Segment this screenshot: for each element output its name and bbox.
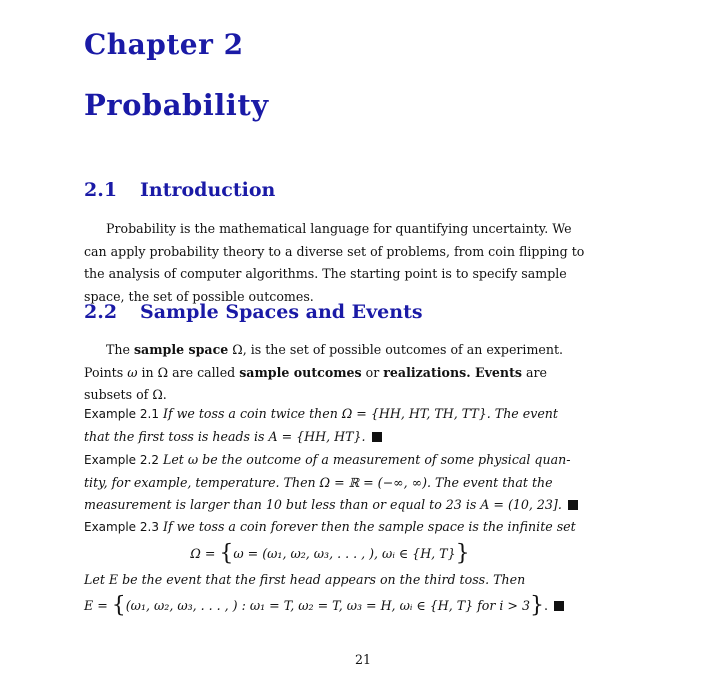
example-2-2	[84, 449, 576, 517]
example-label: Example 2.3	[84, 520, 159, 534]
section-title: Introduction	[140, 179, 276, 201]
example-2-1	[84, 403, 576, 448]
term-realizations: realizations.	[383, 364, 471, 380]
text-line	[84, 339, 572, 362]
text-line: can apply probability theory to a diverse set of problems, from coin flipping to	[84, 243, 585, 259]
text-run: Ω, is the set of possible outcomes of an experiment.	[228, 342, 564, 357]
section-number: 2.1	[84, 179, 118, 201]
equation-body: (ω₁, ω₂, ω₃, . . . , ) : ω₁ = T, ω₂ = T, ω₃ = H, ωᵢ ∈ {H, T} for i > 3	[125, 598, 530, 614]
text-line	[84, 494, 576, 517]
page-number: 21	[354, 652, 372, 667]
equation-event-e: E = {(ω₁, ω₂, ω₃, . . . , ) : ω₁ = T, ω₂ = T, ω₃ = H, ωᵢ ∈ {H, T} for i > 3}.	[84, 591, 576, 621]
text-line: Let E be the event that the first head appears on the third toss. Then	[84, 571, 526, 587]
text-run: are	[521, 364, 547, 380]
text-run: or	[361, 364, 384, 380]
text-line	[84, 449, 576, 472]
qed-square-icon	[554, 601, 564, 611]
intro-paragraph	[84, 218, 585, 309]
example-label: Example 2.2	[84, 453, 159, 467]
section-number: 2.2	[84, 301, 118, 323]
math-omega: ω	[127, 364, 138, 380]
right-brace-icon: }	[455, 540, 470, 566]
term-events: Events	[470, 364, 522, 380]
text-run: If we toss a coin forever then the sample space is the infinite set	[162, 519, 576, 534]
chapter-title: Probability	[84, 88, 269, 122]
equation-lhs: E =	[84, 598, 112, 614]
text-line	[84, 516, 576, 539]
text-line: subsets of Ω.	[84, 387, 167, 403]
text-run: that the first toss is heads is A = {HH, HT}.	[84, 428, 366, 444]
text-line	[84, 403, 576, 426]
text-line: the analysis of computer algorithms. The starting point is to specify sample	[84, 266, 567, 282]
text-line	[84, 362, 572, 385]
equation-body: ω = (ω₁, ω₂, ω₃, . . . , ), ωᵢ ∈ {H, T}	[233, 545, 456, 561]
text-run: measurement is larger than 10 but less than or equal to 23 is A = (10, 23].	[84, 497, 562, 513]
example-2-3	[84, 516, 576, 621]
example-label: Example 2.1	[84, 407, 159, 421]
qed-square-icon	[568, 500, 578, 510]
qed-square-icon	[372, 432, 382, 442]
section-title: Sample Spaces and Events	[140, 301, 423, 323]
text-line: Probability is the mathematical language for quantifying uncertainty. We	[106, 221, 572, 236]
text-line: space, the set of possible outcomes.	[84, 289, 314, 305]
text-run: The	[106, 342, 134, 357]
equation-lhs: Ω =	[190, 545, 220, 561]
text-line: tity, for example, temperature. Then Ω = ℝ = (−∞, ∞). The event that the	[84, 474, 553, 490]
right-brace-icon: }	[529, 593, 544, 619]
term-sample-outcomes: sample outcomes	[239, 364, 362, 380]
left-brace-icon: {	[219, 540, 234, 566]
section-heading-introduction	[84, 179, 275, 201]
text-run: in Ω are called	[137, 364, 240, 380]
equation-sample-space	[84, 539, 576, 569]
text-run: Points	[84, 364, 128, 380]
text-run: If we toss a coin twice then Ω = {HH, HT, TH, TT}. The event	[162, 406, 558, 421]
section-heading-sample-spaces	[84, 301, 423, 323]
sample-space-paragraph	[84, 339, 572, 407]
text-run: Let ω be the outcome of a measurement of some physical quan-	[162, 452, 571, 467]
term-sample-space: sample space	[133, 342, 229, 357]
text-line	[84, 426, 576, 449]
left-brace-icon: {	[111, 593, 126, 619]
chapter-label: Chapter 2	[84, 28, 244, 61]
